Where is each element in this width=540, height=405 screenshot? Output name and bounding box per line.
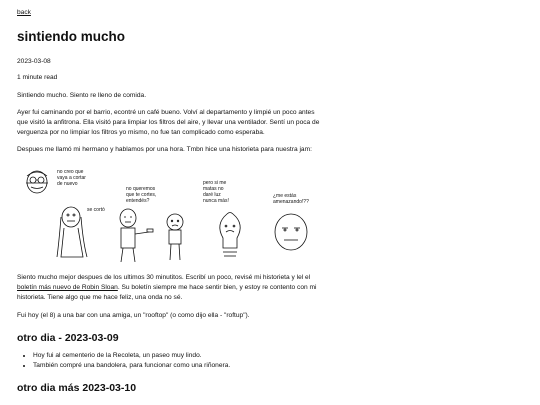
post-date: 2023-03-08 bbox=[17, 58, 51, 65]
comic-strip bbox=[17, 162, 322, 266]
paragraph-bar: Fui hoy (el 8) a una bar con una amiga, un "rooftop" (o como dijo ella - "roftup"). bbox=[17, 312, 250, 319]
newsletter-link[interactable]: boletín más nuevo de Robin Sloan bbox=[17, 284, 118, 291]
back-link[interactable]: back bbox=[17, 9, 31, 16]
comic-panel-2-line-1: no queremos bbox=[126, 186, 156, 192]
section-heading-0310: otro dia más 2023-03-10 bbox=[17, 382, 137, 394]
comic-panel-4-line-1: ¿me estás bbox=[273, 193, 297, 199]
comic-drawing bbox=[17, 162, 322, 266]
comic-panel-1 bbox=[26, 169, 105, 257]
paragraph-cafe: Ayer fui caminando por el barrio, econtré un café bueno. Volví al departamento y limpié un poco antes que visitó la anfitrona. Ella visitó para limpiar los filtros del aire, y llevar una ventilador. Sentí un poca de verguenza por no limpiar los filtros yo mismo, no fue tan complicado como esperaba. bbox=[17, 109, 320, 136]
paragraph-better-end: . Su boletín siempre me hace sentir bien, y estoy re contento con mi historieta. Tiene algo que me hace feliz, una onda no sé. bbox=[17, 284, 317, 301]
page-title: sintiendo mucho bbox=[17, 29, 125, 44]
comic-panel-3 bbox=[203, 180, 240, 256]
section-heading-0309: otro dia - 2023-03-09 bbox=[17, 332, 119, 344]
comic-panel-4 bbox=[273, 193, 309, 250]
comic-panel-3-line-1: pero si me bbox=[203, 180, 227, 186]
list-item: • También compré una bandolera, para funcionar como una riñonera. bbox=[33, 361, 323, 371]
comic-panel-3-line-2: matas no bbox=[203, 186, 224, 192]
comic-panel-1-line-1: no creo que bbox=[57, 169, 84, 175]
comic-panel-2-line-2: que te cortes, bbox=[126, 192, 157, 198]
comic-panel-1-side: se cortó bbox=[87, 207, 105, 213]
comic-panel-3-line-4: nunca más! bbox=[203, 198, 229, 204]
paragraph-intro: Sintiendo mucho. Siento re lleno de comida. bbox=[17, 92, 147, 99]
paragraph-call: Despues me llamó mi hermano y hablamos por una hora. Tmbn hice una historieta para nuestra jam: bbox=[17, 146, 312, 153]
comic-panel-1-line-3: de nuevo bbox=[57, 181, 78, 187]
comic-panel-1-line-2: vaya a cortar bbox=[57, 175, 86, 181]
comic-panel-3-line-3: daré luz bbox=[203, 192, 221, 198]
paragraph-better-start: Siento mucho mejor despues de los ultimos 30 minutitos. Escribí un poco, revisé mi historieta y lel el bbox=[17, 274, 311, 281]
list-item: • Hoy fui al cementerio de la Recoleta, un paseo muy lindo. bbox=[33, 351, 323, 361]
comic-panel-2 bbox=[120, 186, 183, 262]
section-0309-list bbox=[17, 351, 323, 371]
paragraph-better bbox=[17, 273, 322, 303]
comic-panel-4-line-2: amenazando!?? bbox=[273, 199, 309, 205]
read-time: 1 minute read bbox=[17, 74, 58, 81]
comic-panel-2-line-3: entendés? bbox=[126, 198, 150, 204]
